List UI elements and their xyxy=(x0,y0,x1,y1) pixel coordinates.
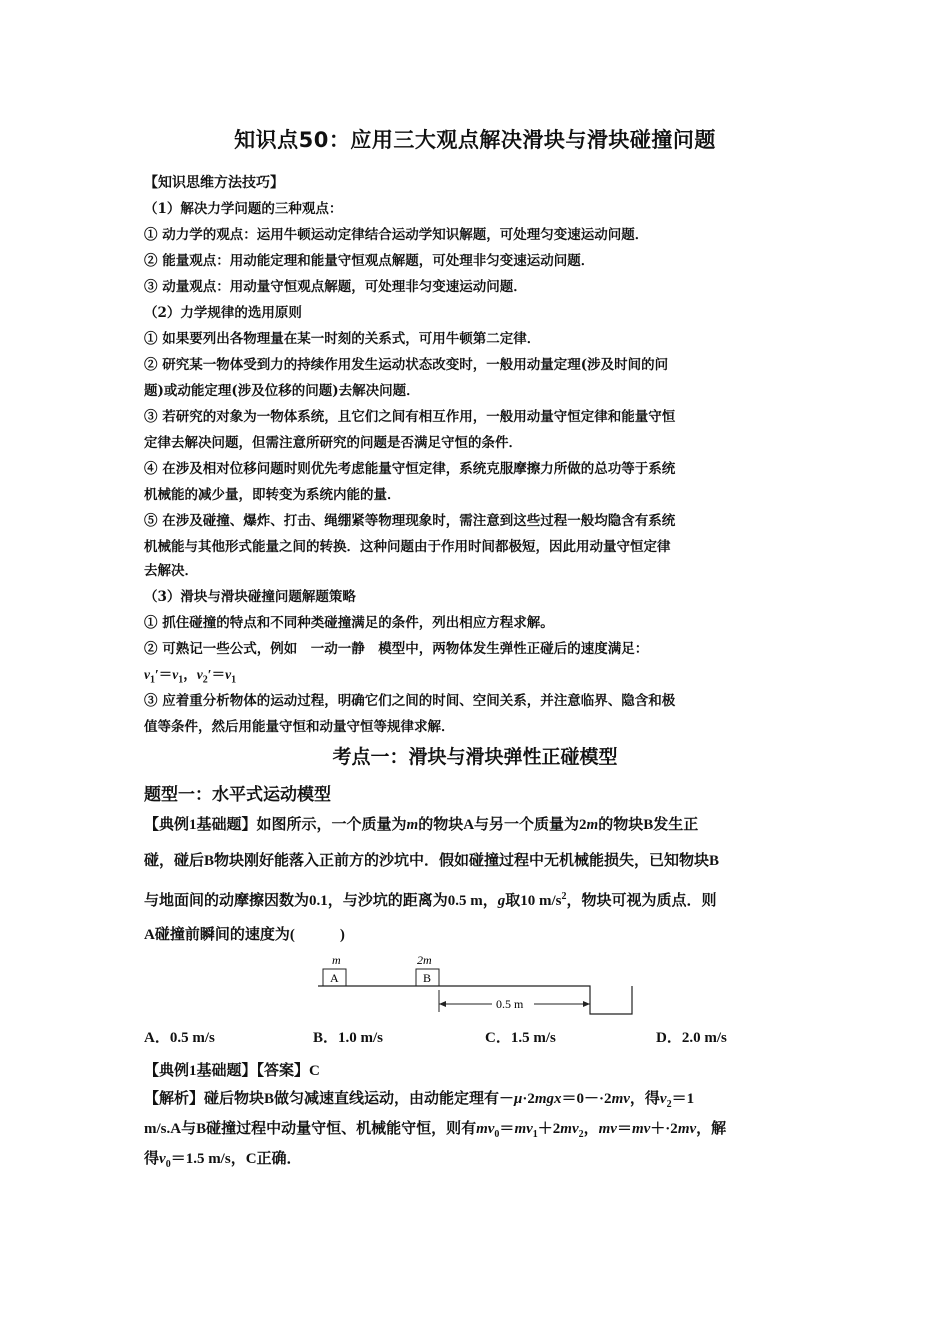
block-b-label: B xyxy=(423,971,432,985)
analysis-line xyxy=(144,1142,808,1182)
text-run: 得 xyxy=(144,1151,160,1167)
section-2-line: 去解决． xyxy=(144,563,198,579)
symbol-m: m xyxy=(406,817,419,833)
text-run: ＝ xyxy=(616,1121,632,1137)
label-m: m xyxy=(332,953,341,967)
section-3-line: ① 抓住碰撞的特点和不同种类碰撞满足的条件，列出相应方程求解。 xyxy=(144,615,554,631)
subscript: 2 xyxy=(578,1129,584,1140)
text-run: ＝1.5 m/s，C正确． xyxy=(170,1151,302,1167)
symbol-mv: mv xyxy=(476,1121,495,1137)
text-run: 【典例1基础题】如图所示，一个质量为 xyxy=(144,817,407,833)
text-run: 与地面间的动摩擦因数为0.1，与沙坑的距离为0.5 m， xyxy=(144,893,498,909)
text-run: ＝0－·2 xyxy=(561,1091,612,1107)
collision-figure xyxy=(310,948,640,1020)
text-run: 的物块B发生正 xyxy=(598,817,699,833)
example-line xyxy=(144,880,808,918)
symbol-mv: mv xyxy=(514,1121,533,1137)
symbol-mv: mv xyxy=(611,1091,630,1107)
text-run: 取10 m/s xyxy=(505,893,562,909)
text-run: ＝1 xyxy=(671,1091,695,1107)
section-3-line: ② 可熟记一些公式，例如 一动一静 模型中，两物体发生弹性正碰后的速度满足： xyxy=(144,641,649,657)
section-3-line: ③ 应着重分析物体的运动过程，明确它们之间的时间、空间关系，并注意临界、隐含和极 xyxy=(144,693,676,709)
symbol-v: v xyxy=(659,1091,667,1107)
section-2-line: ② 研究某一物体受到力的持续作用发生运动状态改变时，一般用动量定理(涉及时间的问 xyxy=(144,357,669,373)
formula-text: ， xyxy=(183,667,197,682)
section-1-item: ③ 动量观点：用动量守恒观点解题，可处理非匀变速运动问题． xyxy=(144,279,527,295)
subscript: 2 xyxy=(666,1099,672,1110)
option-a: A．0.5 m/s xyxy=(144,1030,215,1046)
section-3-title: （3）滑块与滑块碰撞问题解题策略 xyxy=(144,589,356,605)
text-run: ，解 xyxy=(696,1121,727,1137)
ground-and-pit xyxy=(318,986,632,1014)
formula-text: ′＝ xyxy=(207,667,226,682)
option-d: D．2.0 m/s xyxy=(656,1030,727,1046)
symbol-mv: mv xyxy=(560,1121,579,1137)
velocity-formula xyxy=(144,665,816,691)
symbol-mv: mv xyxy=(677,1121,697,1137)
section-2-line: 机械能的减少量，即转变为系统内能的量． xyxy=(144,487,401,503)
text-run: m/s.A与B碰撞过程中动量守恒、机械能守恒，则有 xyxy=(144,1121,477,1137)
text-run: ·2 xyxy=(522,1091,535,1107)
kaodian-heading: 考点一：滑块与滑块弹性正碰模型 xyxy=(332,746,618,768)
tixing-heading: 题型一：水平式运动模型 xyxy=(144,785,331,805)
section-1-item: ① 动力学的观点：运用牛顿运动定律结合运动学知识解题，可处理匀变速运动问题． xyxy=(144,227,649,243)
formula-symbol: v xyxy=(144,667,150,682)
section-2-line: 题)或动能定理(涉及位移的问题)去解决问题． xyxy=(144,383,420,399)
answer-line: 【典例1基础题】【答案】C xyxy=(144,1063,320,1079)
section-1-item: ② 能量观点：用动能定理和能量守恒观点解题，可处理非匀变速运动问题． xyxy=(144,253,595,269)
section-1-title: （1）解决力学问题的三种观点： xyxy=(144,201,343,217)
symbol-mv: mv xyxy=(598,1121,617,1137)
arrowhead-right xyxy=(583,1001,590,1007)
symbol-m: m xyxy=(586,817,599,833)
label-2m: 2m xyxy=(417,953,432,967)
text-run: 【解析】碰后物块B做匀减速直线运动，由动能定理有－ xyxy=(144,1091,515,1107)
formula-subscript: 1 xyxy=(231,674,237,686)
text-run: ，物块可视为质点．则 xyxy=(566,893,717,909)
formula-symbol: v xyxy=(196,667,203,682)
section-2-title: （2）力学规律的选用原则 xyxy=(144,305,302,321)
section-2-line: ③ 若研究的对象为一物体系统，且它们之间有相互作用，一般用动量守恒定律和能量守恒 xyxy=(144,409,676,425)
arrowhead-left xyxy=(439,1001,446,1007)
example-line xyxy=(144,808,808,842)
symbol-mv: mv xyxy=(631,1121,651,1137)
method-header: 【知识思维方法技巧】 xyxy=(144,175,284,191)
option-b: B．1.0 m/s xyxy=(313,1030,384,1046)
example-line: A碰撞前瞬间的速度为( ) xyxy=(144,927,345,943)
text-run: ， xyxy=(583,1121,599,1137)
option-c: C．1.5 m/s xyxy=(485,1030,556,1046)
distance-label: 0.5 m xyxy=(496,997,524,1011)
subscript: 0 xyxy=(494,1129,500,1140)
section-3-line: 值等条件，然后用能量守恒和动量守恒等规律求解． xyxy=(144,719,455,735)
page-title: 知识点50：应用三大观点解决滑块与滑块碰撞问题 xyxy=(234,128,716,152)
subscript: 0 xyxy=(165,1159,171,1170)
superscript: 2 xyxy=(561,891,567,902)
section-2-line: ① 如果要列出各物理量在某一时刻的关系式，可用牛顿第二定律． xyxy=(144,331,541,347)
text-run: 的物块A与另一个质量为2 xyxy=(418,817,587,833)
text-run: ＝ xyxy=(499,1121,515,1137)
formula-text: ′＝ xyxy=(155,667,173,682)
example-line: 碰，碰后B物块刚好能落入正前方的沙坑中．假如碰撞过程中无机械能损失，已知物块B xyxy=(144,853,720,869)
symbol-v: v xyxy=(159,1151,166,1167)
subscript: 1 xyxy=(532,1129,538,1140)
block-a-label: A xyxy=(330,971,339,985)
section-2-line: ⑤ 在涉及碰撞、爆炸、打击、绳绷紧等物理现象时，需注意到这些过程一般均隐含有系统 xyxy=(144,513,676,529)
text-run: ＋·2 xyxy=(650,1121,678,1137)
formula-subscript: 1 xyxy=(178,674,184,686)
section-2-line: ④ 在涉及相对位移问题时则优先考虑能量守恒定律，系统克服摩擦力所做的总功等于系统 xyxy=(144,461,676,477)
formula-subscript: 2 xyxy=(202,674,208,686)
formula-symbol: v xyxy=(172,667,179,682)
symbol-mgx: mgx xyxy=(534,1091,562,1107)
section-2-line: 机械能与其他形式能量之间的转换．这种问题由于作用时间都极短，因此用动量守恒定律 xyxy=(144,539,671,555)
symbol-g: g xyxy=(497,893,506,909)
symbol-mu: μ xyxy=(514,1091,523,1107)
section-2-line: 定律去解决问题，但需注意所研究的问题是否满足守恒的条件． xyxy=(144,435,522,451)
text-run: ＋2 xyxy=(537,1121,561,1137)
formula-symbol: v xyxy=(225,667,232,682)
text-run: ，得 xyxy=(629,1091,660,1107)
formula-subscript: 1 xyxy=(150,674,155,686)
